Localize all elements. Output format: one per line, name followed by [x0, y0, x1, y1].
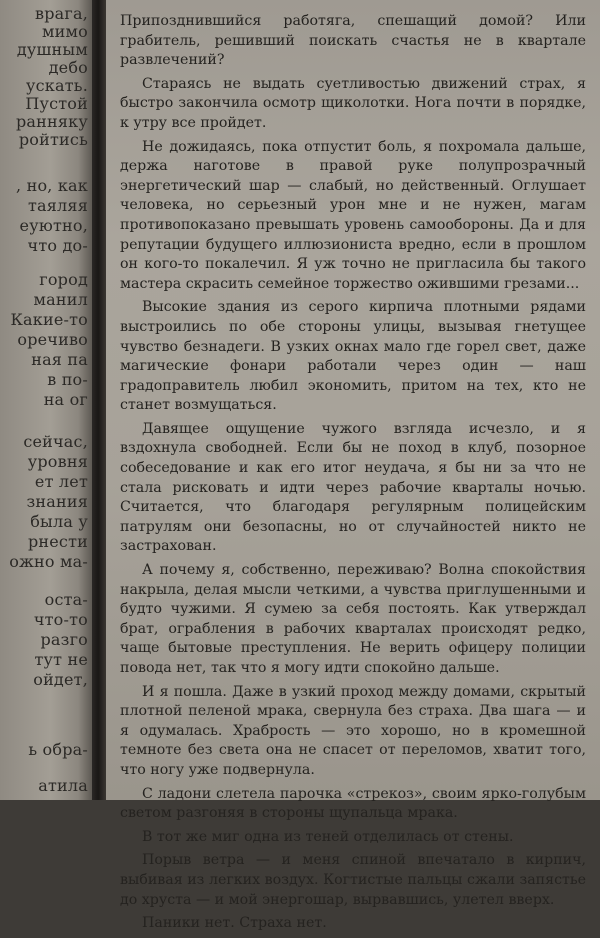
- paragraph: Давящее ощущение чужого взгляда исчезло, и я вздохнула свободней. Если бы не поход в клуб, позорное собеседование и как его итог неудача, я бы ни за что не стала рисковать и идти через рабочие кварталы ночью. Считается, что благодаря регулярным полицейским патрулям они безопасны, но от случайностей никто не застрахован.: [120, 420, 586, 555]
- page-text: [120, 12, 586, 938]
- left-page-line: ожно ма-: [9, 552, 88, 571]
- right-page: [106, 0, 600, 932]
- left-page-line: Какие-то: [10, 310, 88, 329]
- left-page-line: таяляя: [27, 196, 88, 215]
- left-page-line: мимо: [42, 22, 88, 41]
- paragraph: Стараясь не выдать суетливостью движений страх, я быстро закончила осмотр щиколотки. Нога почти в порядке, к утру все пройдет.: [120, 75, 586, 131]
- book-spine: [92, 0, 106, 800]
- left-page-line: уровня: [27, 452, 88, 471]
- paragraph: Высокие здания из серого кирпича плотными рядами выстроились по обе стороны улицы, вызывая гнетущее чувство безнадеги. В узких окнах мало где горел свет, даже магические фонари работали через один — наш градоправитель любил экономить, притом на тех, кто не станет возмущаться.: [120, 299, 586, 414]
- left-page-line: что до-: [27, 236, 88, 255]
- left-page-line: ь обра-: [28, 740, 88, 759]
- paragraph: И я пошла. Даже в узкий проход между домами, скрытый плотной пеленой мрака, свернула без страха. Два шага — и я одумалась. Храбрость — это хорошо, но в кромешной темноте без света она не спасет от переломов, хватит того, что ногу уже подвернула.: [120, 683, 586, 778]
- left-page-line: город: [39, 270, 88, 289]
- left-page-line: на ог: [43, 390, 88, 409]
- paragraph: В тот же миг одна из теней отделилась от стены.: [142, 828, 514, 845]
- left-page-line: ойдет,: [33, 670, 88, 689]
- left-page-line: в по-: [47, 370, 88, 389]
- left-page-line: атила: [38, 776, 88, 795]
- left-page-line: еуютно,: [19, 216, 88, 235]
- paragraph: Паники нет. Страха нет.: [142, 915, 327, 932]
- left-page-line: манил: [33, 290, 88, 309]
- left-page-line: , но, как: [16, 176, 88, 195]
- left-page-line: оста-: [44, 590, 88, 609]
- left-page-line: ная па: [31, 350, 88, 369]
- paragraph: С ладони слетела парочка «стрекоз», своим ярко-голубым светом разгоняя в стороны щупальца мрака.: [120, 785, 586, 822]
- left-page-line: что-то: [33, 610, 88, 629]
- left-page-line: ранняку: [15, 112, 88, 131]
- left-page-line: знания: [26, 492, 88, 511]
- left-page-line: рнести: [27, 532, 88, 551]
- left-page-line: врага,: [35, 4, 88, 23]
- paragraph: Припозднившийся работяга, спешащий домой? Или грабитель, решивший поискать счастья не в квартале развлечений?: [120, 13, 586, 69]
- left-page-line: ройтись: [18, 130, 88, 149]
- left-page-line: тут не: [34, 650, 88, 669]
- left-page-line: оречиво: [17, 330, 88, 349]
- left-page-line: сейчас,: [23, 432, 88, 451]
- left-page-line: Пустой: [25, 94, 88, 113]
- left-page-line: ет лет: [34, 472, 88, 491]
- left-page-line: ускать.: [26, 76, 88, 95]
- left-page-line: дебо: [48, 58, 88, 77]
- paragraph: Не дожидаясь, пока отпустит боль, я похромала дальше, держа наготове в правой руке полупрозрачный энергетический шар — слабый, но действенный. Оглушает человека, но серьезный урон мне и не нужен, магам противопоказано превышать уровень самообороны. Да и для репутации будущего иллюзиониста вредно, если в прошлом он кого-то покалечил. Я уж точно не пригласила бы такого мастера скрасить семейное торжество ожившими грезами...: [120, 138, 586, 292]
- left-page-line: была у: [30, 512, 88, 531]
- paragraph: Порыв ветра — и меня спиной впечатало в кирпич, выбивая из легких воздух. Когтистые пальцы сжали запястье до хруста — и мой энергошар, вырвавшись, улетел вверх.: [120, 852, 586, 908]
- paragraph: А почему я, собственно, переживаю? Волна спокойствия накрыла, делая мысли четкими, а чувства приглушенными и будто чужими. Я сумею за себя постоять. Как утверждал брат, ограбления в рабочих кварталах происходят редко, чаще бытовые преступления. Не верить офицеру полиции повода нет, так что я могу идти спокойно дальше.: [120, 562, 586, 676]
- left-page-line: разго: [40, 630, 88, 649]
- left-page-line: душным: [16, 40, 88, 59]
- left-page: [0, 0, 92, 800]
